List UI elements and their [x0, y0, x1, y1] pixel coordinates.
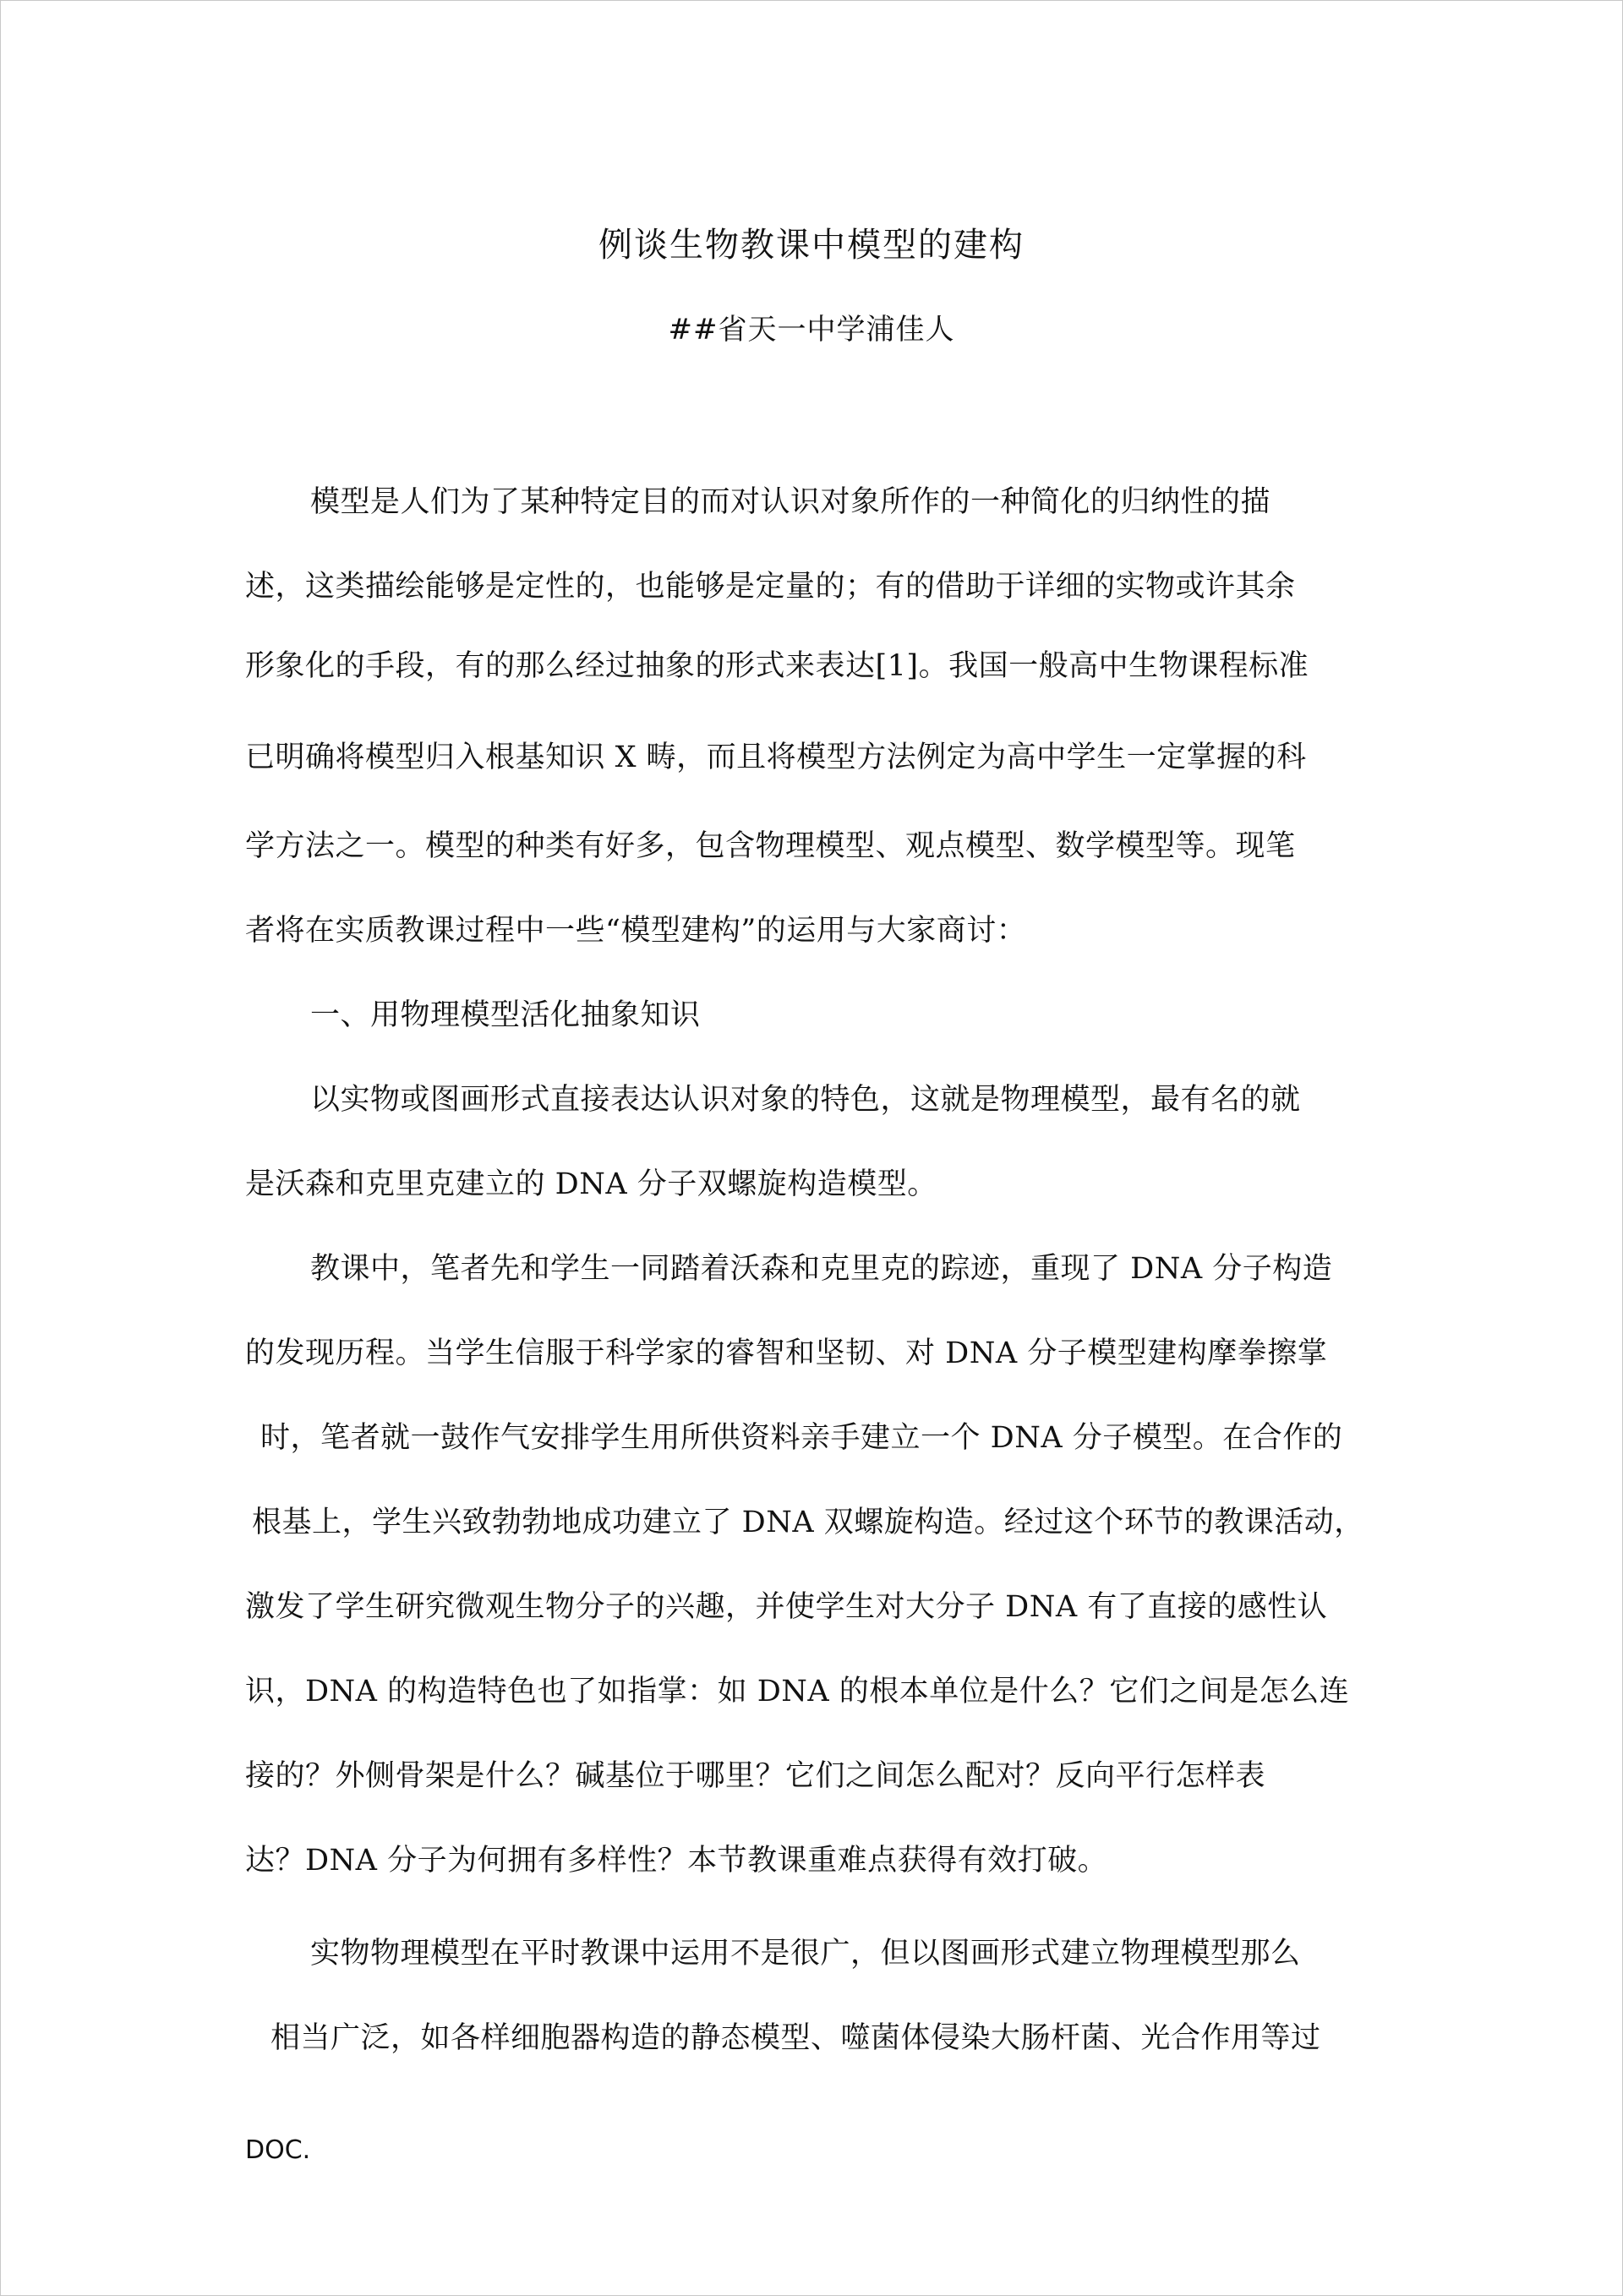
body-line: 以实物或图画形式直接表达认识对象的特色，这就是物理模型，最有名的就	[310, 1083, 1301, 1117]
body-line: 是沃森和克里克建立的 DNA 分子双螺旋构造模型。	[245, 1167, 937, 1201]
body-line: 述，这类描绘能够是定性的，也能够是定量的；有的借助于详细的实物或许其余	[245, 570, 1296, 604]
body-line: 模型是人们为了某种特定目的而对认识对象所作的一种简化的归纳性的描	[310, 485, 1271, 519]
document-author: ##省天一中学浦佳人	[668, 313, 955, 347]
body-line: 达？DNA 分子为何拥有多样性？本节教课重难点获得有效打破。	[245, 1844, 1108, 1878]
document-title: 例谈生物教课中模型的建构	[598, 226, 1025, 265]
body-line: 形象化的手段，有的那么经过抽象的形式来表达[1]。我国一般高中生物课程标准	[245, 649, 1309, 683]
body-line: 激发了学生研究微观生物分子的兴趣，并使学生对大分子 DNA 有了直接的感性认	[245, 1590, 1328, 1624]
body-line: 接的？外侧骨架是什么？碱基位于哪里？它们之间怎么配对？反向平行怎样表	[245, 1759, 1266, 1793]
body-line: 者将在实质教课过程中一些“模型建构”的运用与大家商讨：	[245, 914, 1027, 948]
body-line: 识，DNA 的构造特色也了如指掌：如 DNA 的根本单位是什么？它们之间是怎么连	[245, 1675, 1350, 1708]
section-heading: 一、用物理模型活化抽象知识	[310, 998, 701, 1032]
body-line: 根基上，学生兴致勃勃地成功建立了 DNA 双螺旋构造。经过这个环节的教课活动，	[252, 1506, 1364, 1539]
body-line: 实物物理模型在平时教课中运用不是很广，但以图画形式建立物理模型那么	[310, 1937, 1301, 1971]
body-line: 的发现历程。当学生信服于科学家的睿智和坚韧、对 DNA 分子模型建构摩拳擦掌	[245, 1337, 1328, 1370]
body-line: 教课中，笔者先和学生一同踏着沃森和克里克的踪迹，重现了 DNA 分子构造	[310, 1252, 1333, 1286]
footer-label: DOC.	[245, 2135, 311, 2165]
body-line: 学方法之一。模型的种类有好多，包含物理模型、观点模型、数学模型等。现笔	[245, 829, 1296, 863]
body-line: 相当广泛，如各样细胞器构造的静态模型、噬菌体侵染大肠杆菌、光合作用等过	[270, 2021, 1321, 2055]
body-line: 时，笔者就一鼓作气安排学生用所供资料亲手建立一个 DNA 分子模型。在合作的	[260, 1421, 1343, 1455]
body-line: 已明确将模型归入根基知识 X 畴，而且将模型方法例定为高中学生一定掌握的科	[245, 741, 1307, 774]
